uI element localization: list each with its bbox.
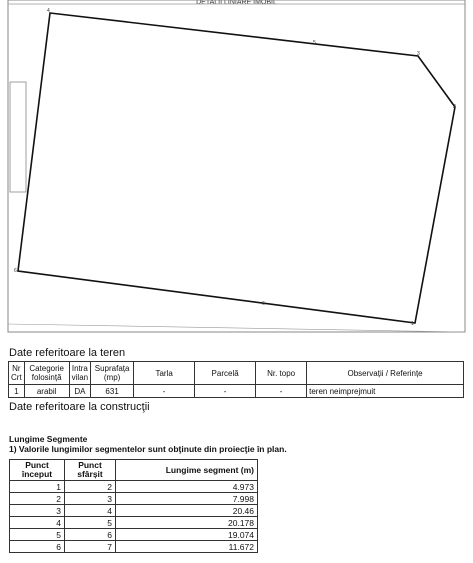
- table-cell: 2: [65, 481, 116, 493]
- table-row: [10, 493, 258, 505]
- section-title-constructii: Date referitoare la construcţii: [9, 401, 150, 413]
- table-header-row: [9, 362, 464, 385]
- segments-note: 1) Valorile lungimilor segmentelor sunt obţinute din proiecţie în plan.: [9, 444, 287, 454]
- table-cell: 11.672: [116, 541, 258, 553]
- header-cell: Suprafața (mp): [91, 362, 134, 385]
- table-cell: 4.973: [116, 481, 258, 493]
- table-cell: 2: [10, 493, 65, 505]
- table-cell: -: [256, 385, 307, 398]
- table-cell: 7.998: [116, 493, 258, 505]
- vertex-label: 3: [417, 51, 420, 57]
- table-cell: arabil: [24, 385, 69, 398]
- neighbor-parcel-outline: [10, 82, 26, 192]
- plan-frame: [8, 0, 465, 332]
- table-cell: DA: [69, 385, 90, 398]
- table-cell: 7: [65, 541, 116, 553]
- table-cell: 3: [65, 493, 116, 505]
- grid-tick: [8, 324, 465, 332]
- table-cell: 20.46: [116, 505, 258, 517]
- teren-table: [8, 361, 464, 398]
- header-cell: Parcelă: [195, 362, 256, 385]
- plan-header: DETALII LINIARE IMOBIL: [196, 0, 277, 6]
- table-row: [10, 517, 258, 529]
- table-cell: 6: [10, 541, 65, 553]
- table-cell: 1: [9, 385, 25, 398]
- segment-label: 6: [262, 301, 265, 307]
- table-row: [10, 505, 258, 517]
- header-cell: Lungime segment (m): [116, 460, 258, 481]
- table-row: [9, 385, 464, 398]
- table-cell: 19.074: [116, 529, 258, 541]
- table-row: [10, 541, 258, 553]
- table-cell: 631: [91, 385, 134, 398]
- table-row: [10, 481, 258, 493]
- header-cell: Nr Crt: [9, 362, 25, 385]
- table-row: [10, 529, 258, 541]
- header-cell: Punct sfârșit: [65, 460, 116, 481]
- segments-table: [9, 459, 258, 553]
- parcel-boundary: [18, 13, 455, 323]
- table-cell: teren neimprejmuit: [307, 385, 464, 398]
- vertex-label: 2: [453, 104, 456, 110]
- table-cell: 4: [10, 517, 65, 529]
- table-cell: -: [195, 385, 256, 398]
- header-cell: Intra vilan: [69, 362, 90, 385]
- header-cell: Tarla: [134, 362, 195, 385]
- vertex-label: 1: [411, 321, 414, 327]
- table-cell: 5: [10, 529, 65, 541]
- header-cell: Categorie folosință: [24, 362, 69, 385]
- header-cell: Observații / Referințe: [307, 362, 464, 385]
- table-cell: 1: [10, 481, 65, 493]
- vertex-label: 6: [14, 268, 17, 274]
- table-cell: 4: [65, 505, 116, 517]
- segments-title: Lungime Segmente: [9, 434, 88, 444]
- table-header-row: [10, 460, 258, 481]
- table-cell: 6: [65, 529, 116, 541]
- table-cell: 5: [65, 517, 116, 529]
- header-cell: Nr. topo: [256, 362, 307, 385]
- segment-label: 5: [313, 40, 316, 46]
- vertex-label: 4: [47, 8, 50, 14]
- section-title-teren: Date referitoare la teren: [9, 347, 126, 359]
- table-cell: 20.178: [116, 517, 258, 529]
- header-cell: Punct început: [10, 460, 65, 481]
- table-cell: 3: [10, 505, 65, 517]
- table-cell: -: [134, 385, 195, 398]
